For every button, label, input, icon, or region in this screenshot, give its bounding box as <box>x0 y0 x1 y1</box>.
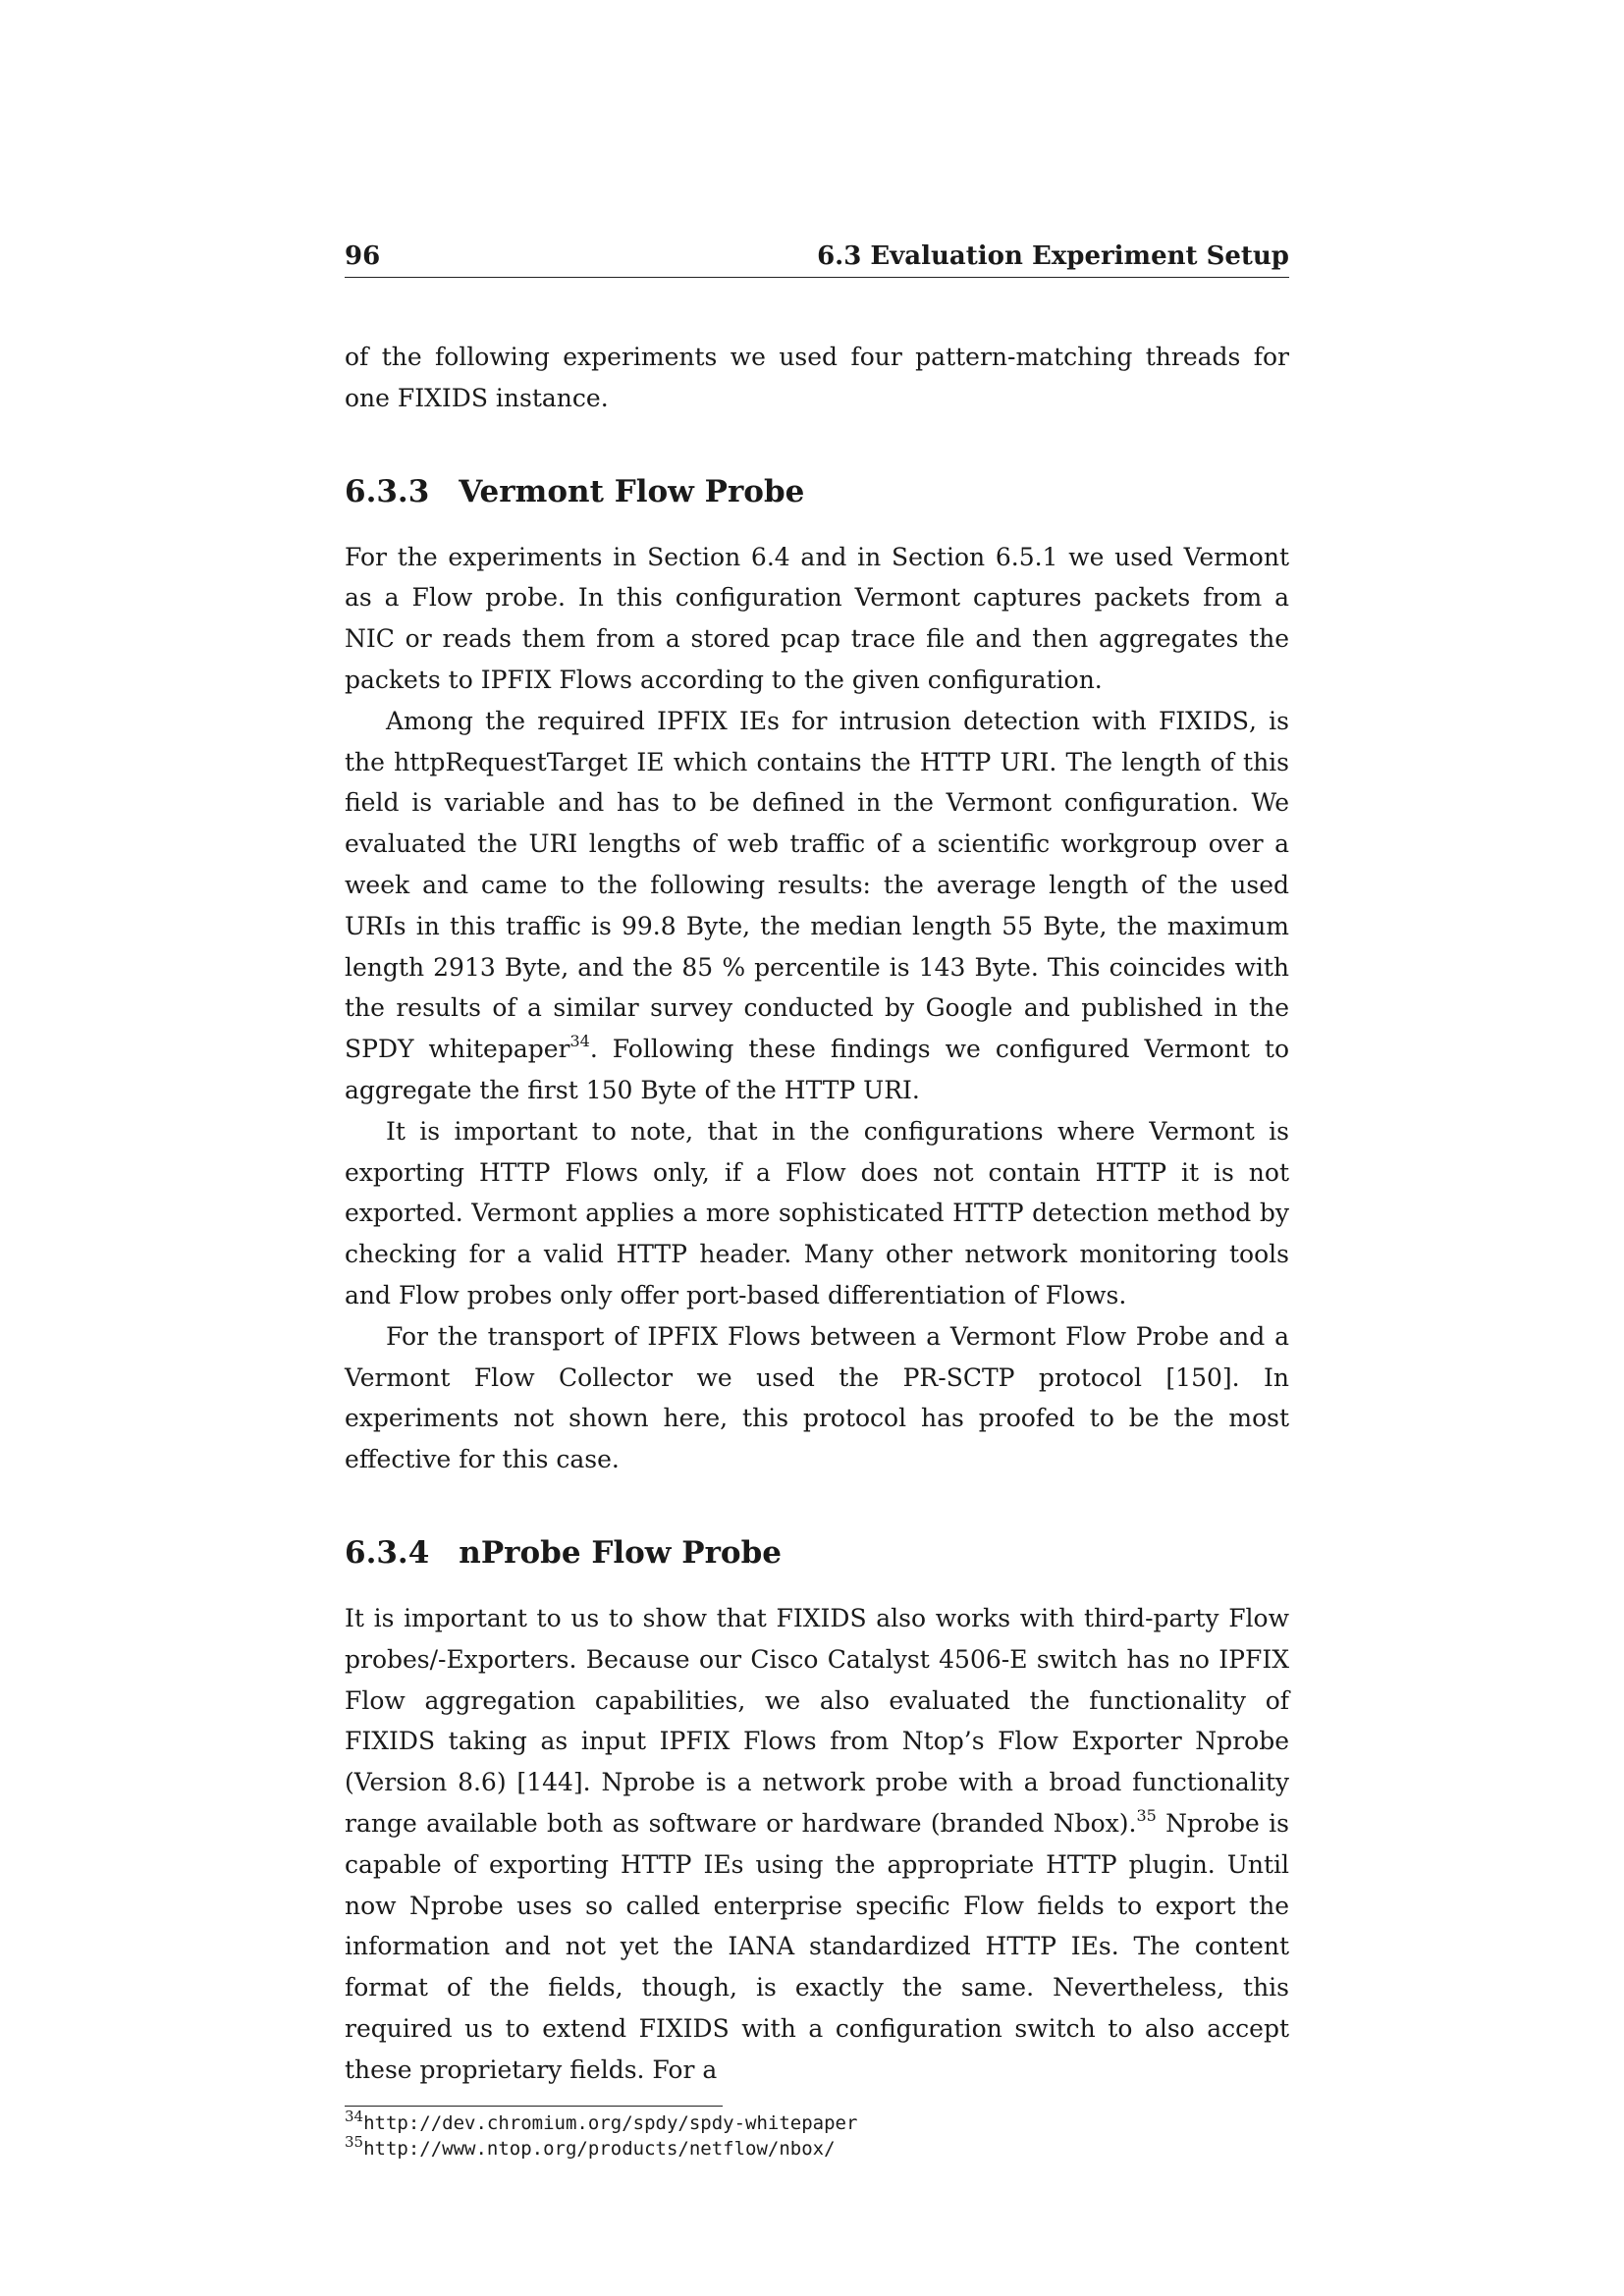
fixids-name: FIXIDS <box>638 2013 730 2043</box>
paragraph: For the experiments in Section 6.4 and in Section 6.5.1 we used Vermont as a Flow probe. In this configuration Vermont captures packets from a NIC or reads them from a stored pcap trace file and then aggregates the packets to IPFIX Flows according to the given configuration. <box>345 542 1289 694</box>
footnote-mark: 34 <box>569 1032 590 1051</box>
footnote-34 <box>345 2108 858 2136</box>
running-section-title: 6.3 Evaluation Experiment Setup <box>817 241 1289 271</box>
fixids-name: FIXIDS <box>397 383 488 412</box>
footnote-number: 34 <box>345 2108 364 2126</box>
footnotes <box>345 2106 858 2162</box>
fixids-name: FIXIDS <box>345 1727 436 1756</box>
paragraph: For the transport of IPFIX Flows between a Vermont Flow Probe and a Vermont Flow Collector we used the PR-SCTP protocol [150]. In experiments not shown here, this protocol has proofed to be the most effective for this case. <box>345 1321 1289 1474</box>
section-number: 6.3.3 <box>345 473 430 509</box>
fixids-name: FIXIDS <box>1158 706 1250 735</box>
section-title: nProbe Flow Probe <box>459 1534 783 1571</box>
body-text <box>345 337 1289 2090</box>
paragraph: Among the required IPFIX IEs for intrusion detection with FIXIDS, is the httpRequestTarget IE which contains the HTTP URI. The length of this field is variable and has to be defined in the Vermont configuration. We evaluated the URI lengths of web traffic of a scientific workgroup over a week and came to the following results: the average length of the used URIs in this traffic is 99.8 Byte, the median length 55 Byte, the maximum length 2913 Byte, and the 85 % percentile is 143 Byte. This coincides with the results of a similar survey conducted by Google and published in the SPDY whitepaper$^{34}$. Following these findings we configured Vermont to aggregate the first 150 Byte of the HTTP URI. <box>345 706 1290 1104</box>
page-number: 96 <box>345 241 381 271</box>
continuation-paragraph: of the following experiments we used four pattern-matching threads for one FIXIDS instance. <box>345 343 1289 412</box>
section-heading-6-3-4 <box>345 1533 1289 1573</box>
footnote-number: 35 <box>345 2133 364 2152</box>
running-header <box>345 241 1289 278</box>
section-title: Vermont Flow Probe <box>459 473 805 509</box>
section-number: 6.3.4 <box>345 1534 430 1571</box>
page <box>345 241 1289 2162</box>
paragraph: It is important to us to show that FIXIDS also works with third-party Flow probes/-Exporters. Because our Cisco Catalyst 4506-E switch has no IPFIX Flow aggregation capabilities, we also evaluated the functionality of FIXIDS taking as input IPFIX Flows from Ntop’s Flow Exporter Nprobe (Version 8.6) [144]. Nprobe is a network probe with a broad functionality range available both as software or hardware (branded Nbox).$^{35}$ Nprobe is capable of exporting HTTP IEs using the appropriate HTTP plugin. Until now Nprobe uses so called enterprise specific Flow fields to export the information and not yet the IANA standardized HTTP IEs. The content format of the fields, though, is exactly the same. Nevertheless, this required us to extend FIXIDS with a configuration switch to also accept these proprietary fields. For a <box>345 1603 1290 2084</box>
footnote-35 <box>345 2133 836 2162</box>
footnote-url[interactable]: http://www.ntop.org/products/netflow/nbox/ <box>363 2138 836 2161</box>
fixids-name: FIXIDS <box>776 1603 867 1632</box>
section-heading-6-3-3 <box>345 472 1289 511</box>
footnote-url[interactable]: http://dev.chromium.org/spdy/spdy-whitepaper <box>363 2112 858 2135</box>
paragraph: It is important to note, that in the configurations where Vermont is exporting HTTP Flows only, if a Flow does not contain HTTP it is not exported. Vermont applies a more sophisticated HTTP detection method by checking for a valid HTTP header. Many other network monitoring tools and Flow probes only offer port-based differentiation of Flows. <box>345 1116 1289 1309</box>
footnote-mark: 35 <box>1136 1805 1157 1825</box>
